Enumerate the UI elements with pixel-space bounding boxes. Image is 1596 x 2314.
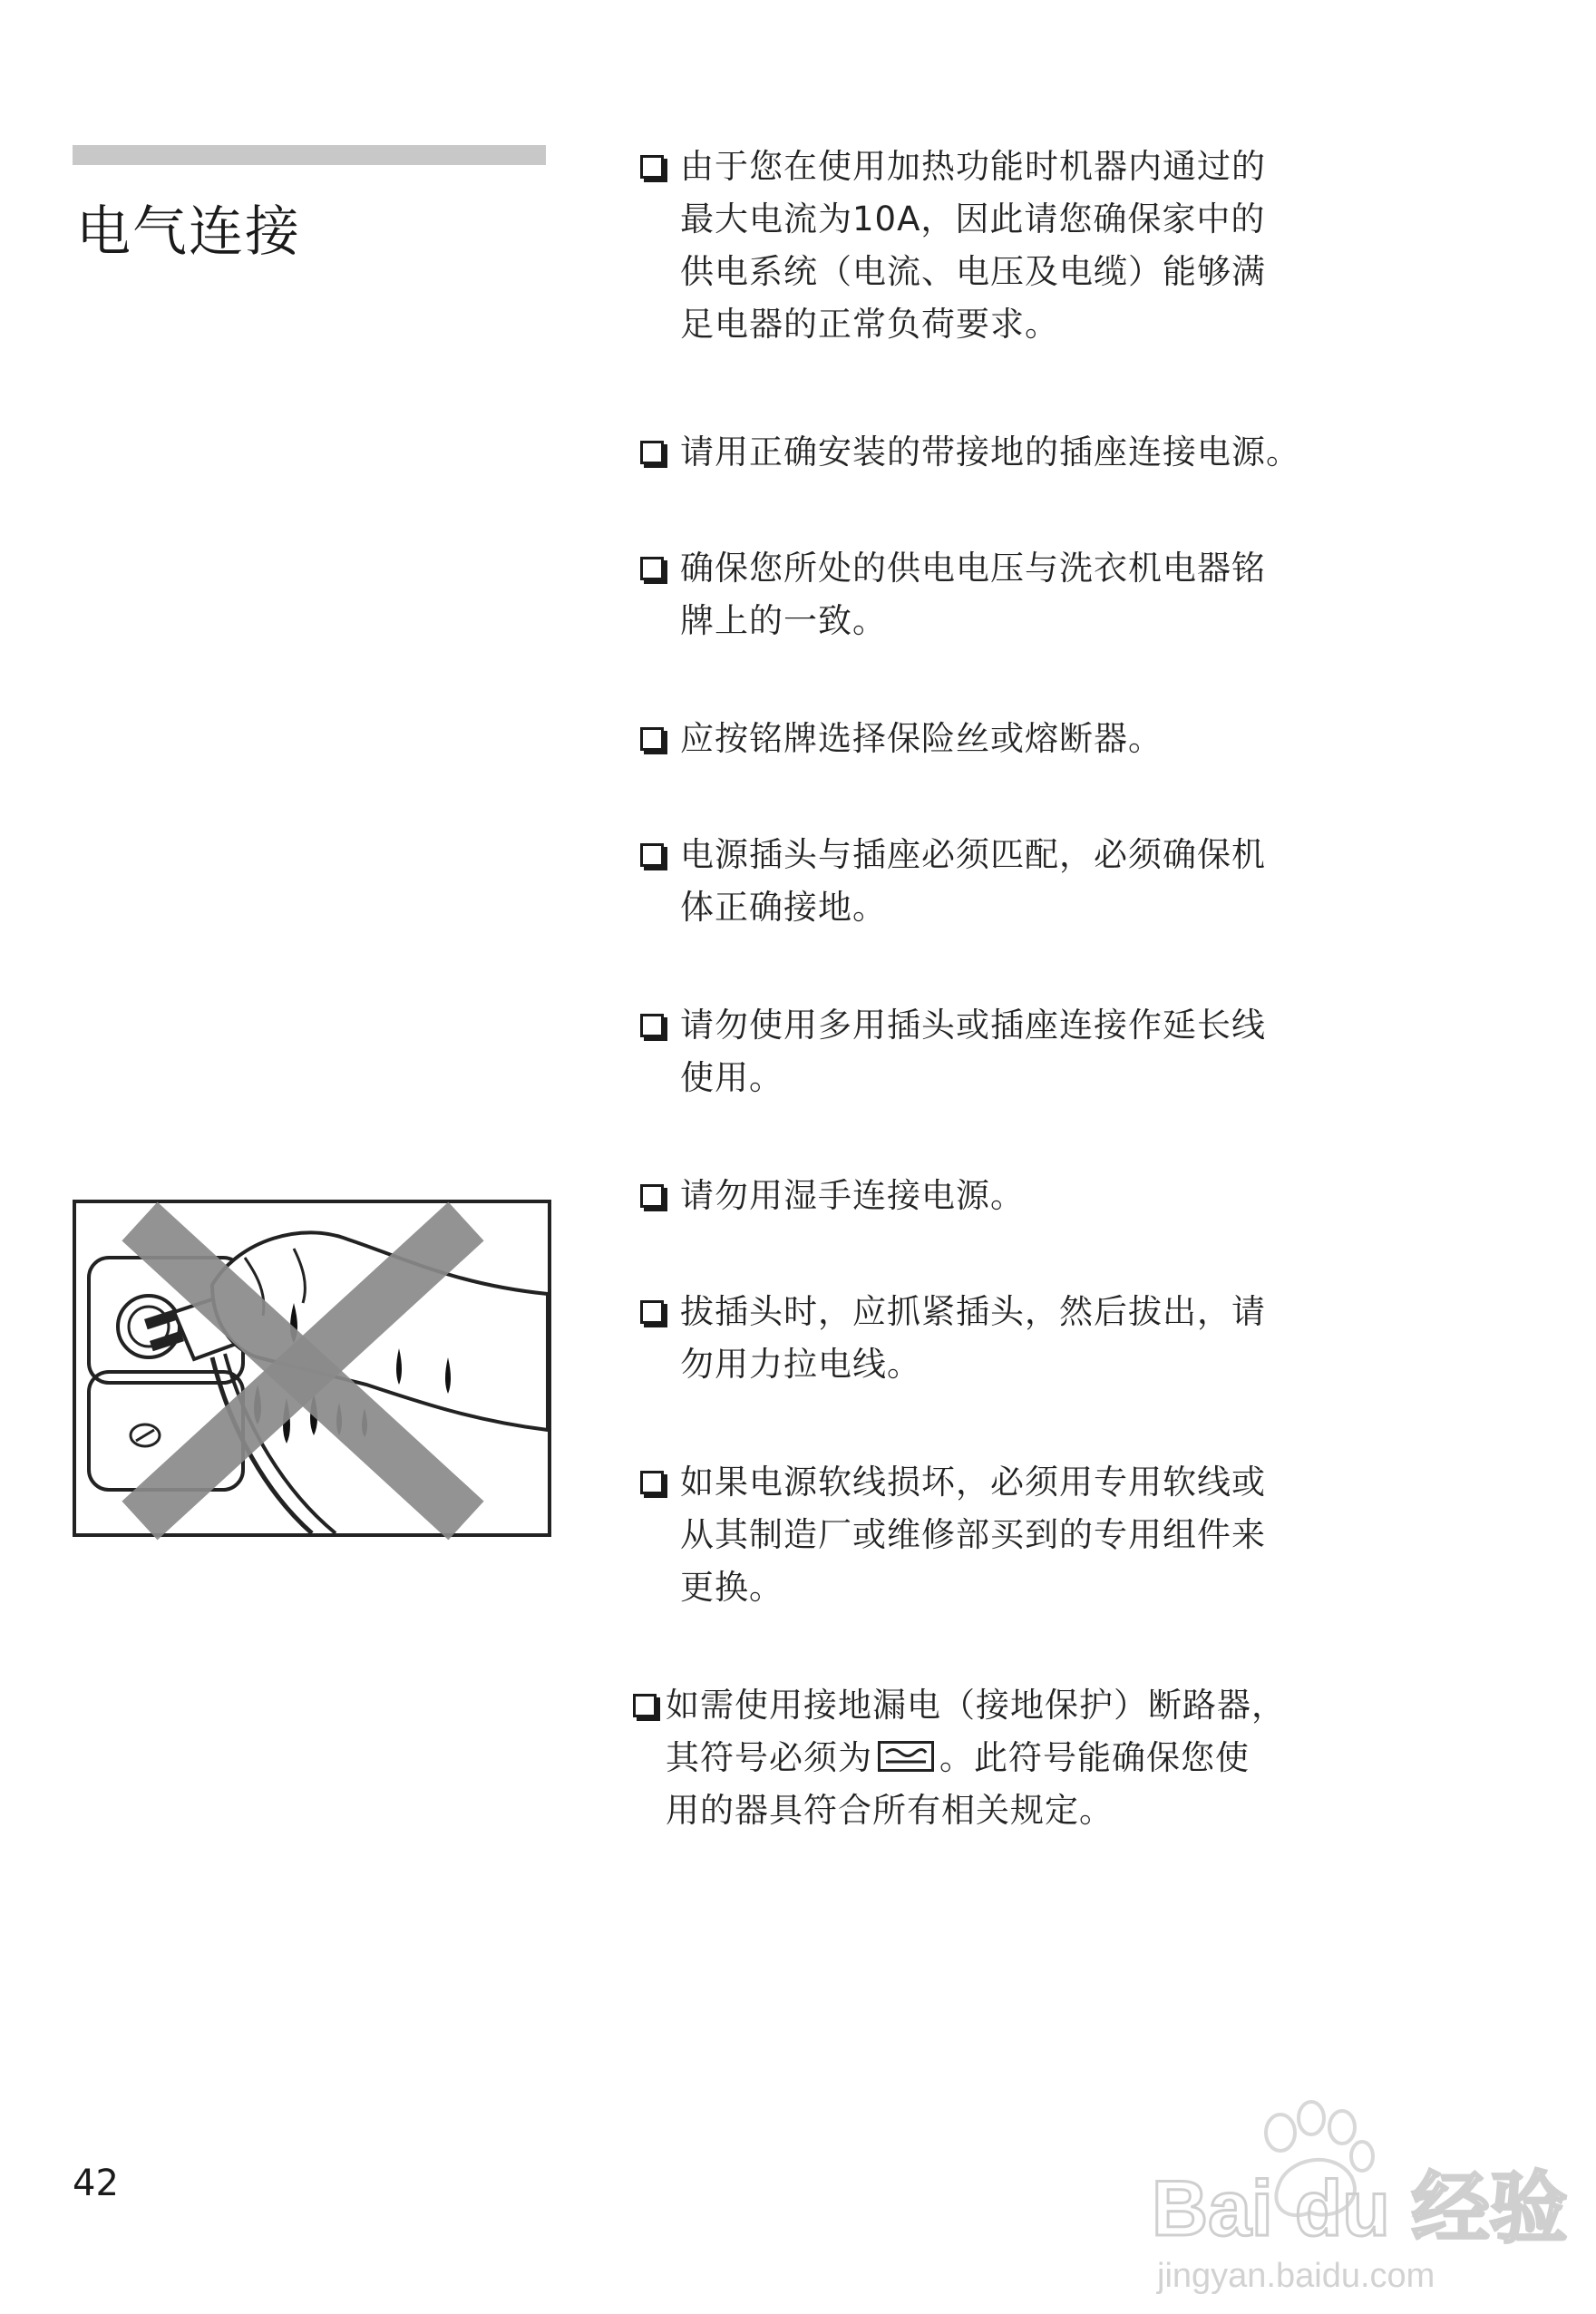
text-line: 请勿使用多用插头或插座连接作延长线 <box>680 1006 1266 1045</box>
list-item-text <box>666 1679 1355 1837</box>
list-item <box>640 1170 1556 1222</box>
text-line: 牌上的一致。 <box>680 601 887 640</box>
list-item <box>640 999 1556 1104</box>
list-item-text <box>680 1456 1342 1614</box>
list-item-text <box>680 713 1342 765</box>
checkbox-icon <box>633 1694 657 1717</box>
list-item <box>640 829 1556 934</box>
checkbox-icon <box>640 1471 664 1494</box>
list-item <box>640 1456 1556 1614</box>
checkbox-icon <box>640 1184 664 1208</box>
list-item-text <box>680 1286 1342 1391</box>
list-item-text <box>680 829 1342 934</box>
page-number: 42 <box>73 2163 119 2204</box>
watermark-brand: Bai du 经验 <box>1152 2165 1568 2252</box>
list-item-text <box>680 426 1406 479</box>
list-item <box>640 713 1556 765</box>
checkbox-icon <box>640 557 664 580</box>
text-line: 拔插头时，应抓紧插头，然后拔出，请 <box>680 1292 1266 1331</box>
list-item-text <box>680 999 1342 1104</box>
text-line: 供电系统（电流、电压及电缆）能够满 <box>680 252 1266 291</box>
text-line: 使用。 <box>680 1058 783 1097</box>
list-item-text <box>680 141 1342 351</box>
list-item <box>640 141 1556 351</box>
text-line: 请用正确安装的带接地的插座连接电源。 <box>680 433 1300 472</box>
text-line: 电源插头与插座必须匹配，必须确保机 <box>680 835 1266 874</box>
illustration-drawing <box>76 1203 548 1533</box>
ground-fault-symbol-icon <box>878 1741 934 1772</box>
checkbox-icon <box>640 1014 664 1037</box>
text-line: 用的器具符合所有相关规定。 <box>666 1791 1114 1830</box>
text-line: 确保您所处的供电电压与洗衣机电器铭 <box>680 549 1266 588</box>
text-line: 足电器的正常负荷要求。 <box>680 305 1059 344</box>
list-item <box>640 426 1556 479</box>
checkbox-icon <box>640 843 664 867</box>
text-line: 从其制造厂或维修部买到的专用组件来 <box>680 1515 1266 1554</box>
no-wet-hands-illustration <box>73 1200 551 1537</box>
watermark-logo <box>1124 2076 1568 2303</box>
text-line: 请勿用湿手连接电源。 <box>680 1176 1025 1215</box>
section-title: 电气连接 <box>76 200 301 264</box>
list-item-text <box>680 542 1342 647</box>
text-line: 应按铭牌选择保险丝或熔断器。 <box>680 719 1163 758</box>
text-line: 勿用力拉电线。 <box>680 1345 921 1384</box>
section-header-bar <box>73 145 546 165</box>
text-line: 更换。 <box>680 1568 783 1607</box>
text-line: 如需使用接地漏电（接地保护）断路器， <box>666 1686 1286 1725</box>
checkbox-icon <box>640 155 664 179</box>
text-line: 由于您在使用加热功能时机器内通过的 <box>680 147 1266 186</box>
list-item <box>640 542 1556 647</box>
text-line: 体正确接地。 <box>680 888 887 927</box>
watermark-url: jingyan.baidu.com <box>1157 2257 1435 2295</box>
checkbox-icon <box>640 1300 664 1324</box>
text-line: 最大电流为10A，因此请您确保家中的 <box>680 199 1266 238</box>
text-line <box>666 1732 1355 1784</box>
list-item-text <box>680 1170 1342 1222</box>
checkbox-icon <box>640 441 664 464</box>
baidu-jingyan-watermark <box>1124 2076 1568 2303</box>
list-item <box>633 1679 1549 1837</box>
list-item <box>640 1286 1556 1391</box>
text-fragment: 。此符号能确保您使 <box>939 1738 1250 1777</box>
checkbox-icon <box>640 727 664 751</box>
text-fragment: 其符号必须为 <box>666 1738 872 1777</box>
text-line: 如果电源软线损坏，必须用专用软线或 <box>680 1463 1266 1502</box>
